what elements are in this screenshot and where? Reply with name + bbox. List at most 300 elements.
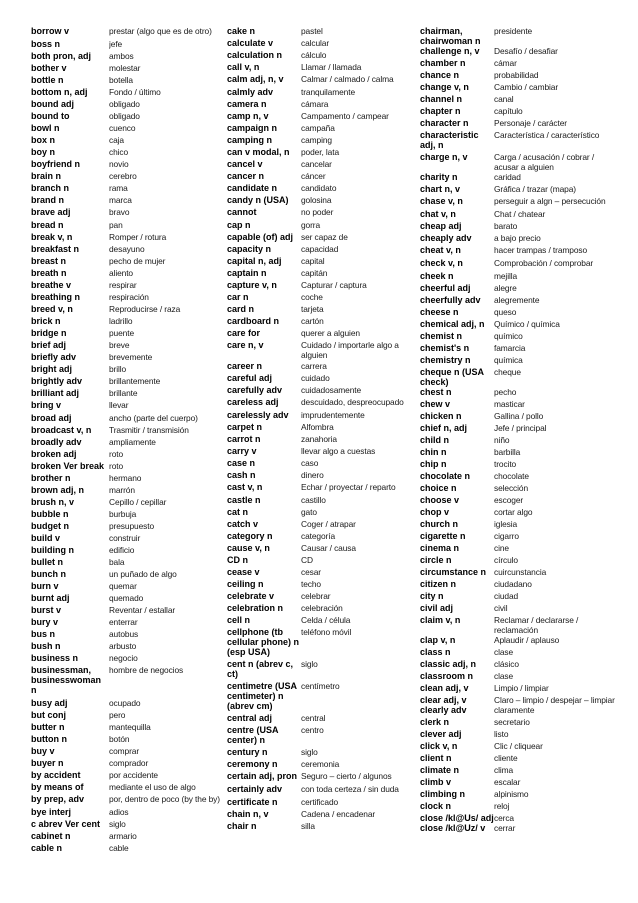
entry-word: claim v, n <box>420 615 461 625</box>
vocab-entry <box>420 447 620 457</box>
entry-word: cat n <box>227 507 249 517</box>
vocab-entry <box>420 471 620 481</box>
entry-translation: Fondo / último <box>109 87 161 97</box>
vocab-entry <box>227 434 419 444</box>
entry-translation: comprar <box>109 746 140 756</box>
vocab-entry <box>420 555 620 565</box>
entry-translation: burbuja <box>109 509 137 519</box>
vocab-entry <box>420 319 620 329</box>
entry-word: by means of <box>31 782 84 792</box>
entry-word: brain n <box>31 171 62 181</box>
entry-translation: Gallina / pollo <box>494 411 544 421</box>
entry-translation: caridad <box>494 172 521 182</box>
vocab-entry <box>31 99 229 109</box>
vocab-entry <box>420 789 620 799</box>
entry-translation: candidato <box>301 183 337 193</box>
vocab-entry <box>420 729 620 739</box>
entry-word: climbing n <box>420 789 465 799</box>
entry-translation: pero <box>109 710 126 720</box>
entry-word: chase v, n <box>420 196 463 206</box>
entry-translation: central <box>301 713 326 723</box>
vocab-entry <box>31 87 229 97</box>
vocab-entry <box>420 765 620 775</box>
entry-word: car n <box>227 292 249 302</box>
entry-translation: cáncer <box>301 171 326 181</box>
entry-word: child n <box>420 435 449 445</box>
entry-word: choice n <box>420 483 457 493</box>
entry-translation: presupuesto <box>109 521 154 531</box>
entry-word: cap n <box>227 220 251 230</box>
entry-translation: Químico / química <box>494 319 560 329</box>
entry-word: climate n <box>420 765 460 775</box>
entry-translation: ambos <box>109 51 134 61</box>
vocab-entry <box>31 437 229 447</box>
vocab-entry <box>31 461 229 471</box>
vocab-entry <box>227 397 419 407</box>
vocab-entry <box>31 280 229 290</box>
entry-word: candidate n <box>227 183 278 193</box>
vocab-entry <box>227 256 419 266</box>
entry-translation: ampliamente <box>109 437 156 447</box>
vocab-entry <box>31 316 229 326</box>
entry-translation: pecho de mujer <box>109 256 166 266</box>
entry-word: cannot <box>227 207 257 217</box>
entry-word: calculate v <box>227 38 274 48</box>
entry-word: cardboard n <box>227 316 280 326</box>
entry-translation: pastel <box>301 26 323 36</box>
entry-word: clear adj, v <box>420 695 467 705</box>
entry-word: build v <box>31 533 60 543</box>
vocab-entry <box>227 123 419 133</box>
entry-word: character n <box>420 118 469 128</box>
entry-translation: Cepillo / cepillar <box>109 497 167 507</box>
entry-translation: Chat / chatear <box>494 209 546 219</box>
vocab-entry <box>31 770 229 780</box>
entry-word: broadcast v, n <box>31 425 92 435</box>
entry-word: brown adj, n <box>31 485 84 495</box>
entry-word: certificate n <box>227 797 278 807</box>
entry-translation: Reventar / estallar <box>109 605 176 615</box>
entry-word: clap v, n <box>420 635 456 645</box>
vocab-entry <box>227 385 419 395</box>
vocab-entry <box>31 413 229 423</box>
entry-word: century n <box>227 747 268 757</box>
entry-word: breathing n <box>31 292 80 302</box>
entry-translation: pan <box>109 220 123 230</box>
entry-translation: con toda certeza / sin duda <box>301 784 399 794</box>
entry-translation: botón <box>109 734 130 744</box>
vocab-entry <box>227 579 419 589</box>
entry-word: chop v <box>420 507 450 517</box>
vocab-entry <box>227 495 419 505</box>
entry-word: brother n <box>31 473 71 483</box>
vocab-entry <box>420 741 620 751</box>
entry-word: bottom n, adj <box>31 87 88 97</box>
entry-translation: Echar / proyectar / reparto <box>301 482 396 492</box>
entry-word: broken Ver break <box>31 461 105 471</box>
vocab-entry <box>31 533 229 543</box>
entry-word: chew v <box>420 399 451 409</box>
vocab-entry <box>227 280 419 290</box>
entry-translation: Cambio / cambiar <box>494 82 559 92</box>
vocab-entry <box>420 435 620 445</box>
vocab-entry <box>31 425 229 435</box>
vocab-entry <box>420 94 620 104</box>
vocab-entry <box>420 196 620 206</box>
vocab-entry <box>31 473 229 483</box>
entry-translation: claramente <box>494 705 535 715</box>
vocab-entry <box>31 26 229 36</box>
entry-translation: no poder <box>301 207 334 217</box>
entry-word: centimetre (USA centimeter) n (abrev cm) <box>227 681 297 711</box>
entry-translation: alpinismo <box>494 789 529 799</box>
entry-translation: Claro – limpio / despejar – limpiar <box>494 695 615 705</box>
vocab-entry <box>227 62 419 72</box>
entry-word: capacity n <box>227 244 272 254</box>
vocab-entry <box>227 422 419 432</box>
vocab-entry <box>227 220 419 230</box>
entry-word: cancer n <box>227 171 265 181</box>
entry-word: breast n <box>31 256 67 266</box>
entry-translation: Personaje / carácter <box>494 118 567 128</box>
vocab-entry <box>227 591 419 601</box>
vocab-entry <box>227 232 419 242</box>
entry-word: class n <box>420 647 451 657</box>
entry-word: breed v, n <box>31 304 73 314</box>
entry-word: challenge n, v <box>420 46 480 56</box>
entry-translation: alegremente <box>494 295 540 305</box>
entry-word: celebration n <box>227 603 284 613</box>
entry-word: choose v <box>420 495 460 505</box>
entry-translation: adios <box>109 807 129 817</box>
vocab-entry <box>31 364 229 374</box>
entry-word: celebrate v <box>227 591 275 601</box>
entry-word: capable (of) adj <box>227 232 294 242</box>
vocab-entry <box>420 603 620 613</box>
vocab-entry <box>31 641 229 651</box>
entry-translation: llevar algo a cuestas <box>301 446 376 456</box>
vocab-entry <box>227 809 419 819</box>
entry-word: burnt adj <box>31 593 70 603</box>
vocab-entry <box>227 183 419 193</box>
entry-translation: clima <box>494 765 514 775</box>
entry-word: calculation n <box>227 50 283 60</box>
vocab-entry <box>227 410 419 420</box>
entry-word: brief adj <box>31 340 67 350</box>
vocab-entry <box>420 331 620 341</box>
vocab-entry <box>31 593 229 603</box>
vocab-entry <box>227 519 419 529</box>
entry-translation: cerebro <box>109 171 137 181</box>
entry-word: CD n <box>227 555 248 565</box>
vocab-entry <box>227 821 419 831</box>
entry-translation: construir <box>109 533 141 543</box>
entry-translation: capital <box>301 256 325 266</box>
vocab-entry <box>31 340 229 350</box>
entry-word: church n <box>420 519 459 529</box>
vocab-entry <box>420 152 620 172</box>
vocab-entry <box>31 207 229 217</box>
entry-translation: marca <box>109 195 132 205</box>
entry-translation: Aplaudir / aplauso <box>494 635 560 645</box>
entry-word: cent n (abrev c, ct) <box>227 659 294 679</box>
entry-word: building n <box>31 545 74 555</box>
vocab-entry <box>227 304 419 314</box>
vocab-entry <box>227 328 419 338</box>
vocab-entry <box>31 653 229 663</box>
entry-translation: iglesia <box>494 519 518 529</box>
entry-word: brightly adv <box>31 376 83 386</box>
entry-translation: barato <box>494 221 518 231</box>
entry-word: chair n <box>227 821 257 831</box>
entry-word: central adj <box>227 713 273 723</box>
vocab-entry <box>227 74 419 84</box>
entry-word: brand n <box>31 195 64 205</box>
entry-translation: jefe <box>109 39 123 49</box>
vocab-entry <box>227 627 419 657</box>
entry-translation: hombre de negocios <box>109 665 184 675</box>
entry-word: carry v <box>227 446 257 456</box>
entry-word: butter n <box>31 722 65 732</box>
entry-word: campaign n <box>227 123 278 133</box>
vocab-entry <box>31 509 229 519</box>
entry-translation: Gráfica / trazar (mapa) <box>494 184 576 194</box>
vocab-entry <box>227 147 419 157</box>
entry-translation: aliento <box>109 268 133 278</box>
entry-word: buy v <box>31 746 55 756</box>
entry-translation: novio <box>109 159 129 169</box>
entry-translation: siglo <box>301 659 318 669</box>
vocab-entry <box>420 245 620 255</box>
entry-translation: perseguir a algn – persecución <box>494 196 606 206</box>
entry-word: chairman, chairwoman n <box>420 26 481 46</box>
entry-translation: Cadena / encadenar <box>301 809 376 819</box>
entry-word: cheaply adv <box>420 233 472 243</box>
vocab-entry <box>420 579 620 589</box>
entry-translation: Reclamar / declararse / reclamación <box>494 615 579 635</box>
entry-translation: brillante <box>109 388 138 398</box>
entry-translation: brillo <box>109 364 127 374</box>
entry-word: citizen n <box>420 579 457 589</box>
vocab-entry <box>420 355 620 365</box>
vocab-entry <box>31 352 229 362</box>
entry-translation: Calmar / calmado / calma <box>301 74 394 84</box>
entry-word: clever adj <box>420 729 462 739</box>
entry-translation: autobus <box>109 629 139 639</box>
entry-translation: cerca <box>494 813 514 823</box>
entry-word: chemistry n <box>420 355 471 365</box>
entry-translation: poder, lata <box>301 147 340 157</box>
entry-translation: tarjeta <box>301 304 324 314</box>
entry-translation: capacidad <box>301 244 339 254</box>
entry-translation: brillantemente <box>109 376 161 386</box>
entry-translation: clase <box>494 647 514 657</box>
entry-translation: mediante el uso de algo <box>109 782 196 792</box>
entry-translation: cancelar <box>301 159 332 169</box>
entry-translation: ciudad <box>494 591 519 601</box>
entry-translation: Capturar / captura <box>301 280 367 290</box>
entry-translation: cámar <box>494 58 517 68</box>
vocab-entry <box>31 400 229 410</box>
vocab-entry <box>227 268 419 278</box>
vocab-entry <box>420 705 620 715</box>
entry-translation: enterrar <box>109 617 138 627</box>
word-column-3 <box>420 26 620 833</box>
entry-word: case n <box>227 458 256 468</box>
vocab-entry <box>227 555 419 565</box>
entry-translation: escalar <box>494 777 521 787</box>
vocab-entry <box>420 615 620 635</box>
entry-translation: coche <box>301 292 323 302</box>
entry-word: client n <box>420 753 452 763</box>
word-column-2 <box>227 26 419 831</box>
vocab-entry <box>31 734 229 744</box>
entry-word: camping n <box>227 135 273 145</box>
vocab-entry <box>31 722 229 732</box>
entry-translation: edificio <box>109 545 135 555</box>
entry-translation: por, dentro de poco (by the by) <box>109 794 220 804</box>
entry-word: bullet n <box>31 557 63 567</box>
entry-translation: llevar <box>109 400 129 410</box>
vocab-entry <box>227 713 419 723</box>
entry-translation: camping <box>301 135 332 145</box>
entry-translation: chico <box>109 147 129 157</box>
entry-translation: cortar algo <box>494 507 533 517</box>
vocab-entry <box>420 118 620 128</box>
entry-translation: marrón <box>109 485 135 495</box>
vocab-entry <box>227 26 419 36</box>
vocab-entry <box>227 244 419 254</box>
entry-word: careful adj <box>227 373 273 383</box>
entry-word: ceremony n <box>227 759 278 769</box>
entry-translation: CD <box>301 555 313 565</box>
entry-word: catch v <box>227 519 259 529</box>
entry-word: c abrev Ver cent <box>31 819 101 829</box>
vocab-entry <box>420 507 620 517</box>
entry-translation: famarcia <box>494 343 526 353</box>
vocab-entry <box>31 710 229 720</box>
vocab-entry <box>227 531 419 541</box>
entry-word: charge n, v <box>420 152 468 162</box>
entry-word: chemist n <box>420 331 463 341</box>
entry-translation: prestar (algo que es de otro) <box>109 26 212 36</box>
entry-translation: brevemente <box>109 352 153 362</box>
entry-translation: cheque <box>494 367 521 377</box>
entry-translation: cámara <box>301 99 329 109</box>
entry-word: broad adj <box>31 413 72 423</box>
entry-translation: canal <box>494 94 514 104</box>
entry-translation: teléfono móvil <box>301 627 352 637</box>
entry-word: carpet n <box>227 422 263 432</box>
entry-word: civil adj <box>420 603 454 613</box>
entry-translation: centro <box>301 725 324 735</box>
entry-translation: silla <box>301 821 315 831</box>
vocab-entry <box>31 819 229 829</box>
entry-word: carrot n <box>227 434 261 444</box>
entry-translation: a bajo precio <box>494 233 541 243</box>
vocab-entry <box>420 801 620 811</box>
vocab-entry <box>420 647 620 657</box>
entry-translation: celebrar <box>301 591 331 601</box>
entry-word: chapter n <box>420 106 461 116</box>
vocab-entry <box>31 545 229 555</box>
entry-word: bowl n <box>31 123 60 133</box>
vocab-entry <box>420 58 620 68</box>
entry-translation: cliente <box>494 753 518 763</box>
entry-translation: círculo <box>494 555 518 565</box>
entry-translation: ciudadano <box>494 579 532 589</box>
entry-word: climb v <box>420 777 452 787</box>
entry-translation: dinero <box>301 470 324 480</box>
entry-word: click v, n <box>420 741 458 751</box>
entry-word: clean adj, v <box>420 683 469 693</box>
vocab-entry <box>31 581 229 591</box>
entry-translation: centímetro <box>301 681 340 691</box>
entry-word: bubble n <box>31 509 69 519</box>
entry-word: breakfast n <box>31 244 80 254</box>
entry-translation: presidente <box>494 26 533 36</box>
vocab-entry <box>420 367 620 387</box>
entry-word: bus n <box>31 629 55 639</box>
entry-translation: Desafío / desafiar <box>494 46 558 56</box>
entry-translation: comprador <box>109 758 149 768</box>
entry-translation: gato <box>301 507 317 517</box>
vocab-entry <box>31 147 229 157</box>
vocab-entry <box>227 681 419 711</box>
entry-word: bury v <box>31 617 59 627</box>
vocab-entry <box>420 172 620 182</box>
vocab-entry <box>227 87 419 97</box>
entry-word: career n <box>227 361 263 371</box>
entry-word: cable n <box>31 843 63 853</box>
entry-translation: quemar <box>109 581 137 591</box>
entry-word: camp n, v <box>227 111 269 121</box>
entry-translation: cuidado <box>301 373 330 383</box>
vocab-entry <box>420 233 620 243</box>
entry-word: cabinet n <box>31 831 71 841</box>
entry-word: chain n, v <box>227 809 269 819</box>
vocab-entry <box>420 411 620 421</box>
entry-word: circle n <box>420 555 452 565</box>
vocab-entry <box>420 46 620 56</box>
entry-translation: Limpio / limpiar <box>494 683 549 693</box>
entry-word: bright adj <box>31 364 72 374</box>
entry-word: certain adj, pron <box>227 771 298 781</box>
entry-word: cinema n <box>420 543 460 553</box>
entry-translation: por accidente <box>109 770 158 780</box>
entry-translation: reloj <box>494 801 510 811</box>
vocab-entry <box>420 295 620 305</box>
entry-word: boy n <box>31 147 55 157</box>
vocab-entry <box>227 458 419 468</box>
entry-translation: Característica / característico <box>494 130 600 140</box>
vocab-entry <box>420 495 620 505</box>
entry-word: card n <box>227 304 255 314</box>
vocab-entry <box>420 387 620 397</box>
vocab-entry <box>420 659 620 669</box>
vocab-entry <box>227 759 419 769</box>
entry-word: chin n <box>420 447 447 457</box>
vocab-entry <box>31 605 229 615</box>
vocab-entry <box>420 591 620 601</box>
entry-translation: hacer trampas / tramposo <box>494 245 588 255</box>
entry-word: burst v <box>31 605 62 615</box>
entry-word: city n <box>420 591 444 601</box>
vocab-entry <box>31 698 229 708</box>
vocab-entry <box>227 725 419 745</box>
vocab-entry <box>31 794 229 804</box>
entry-word: break v, n <box>31 232 73 242</box>
